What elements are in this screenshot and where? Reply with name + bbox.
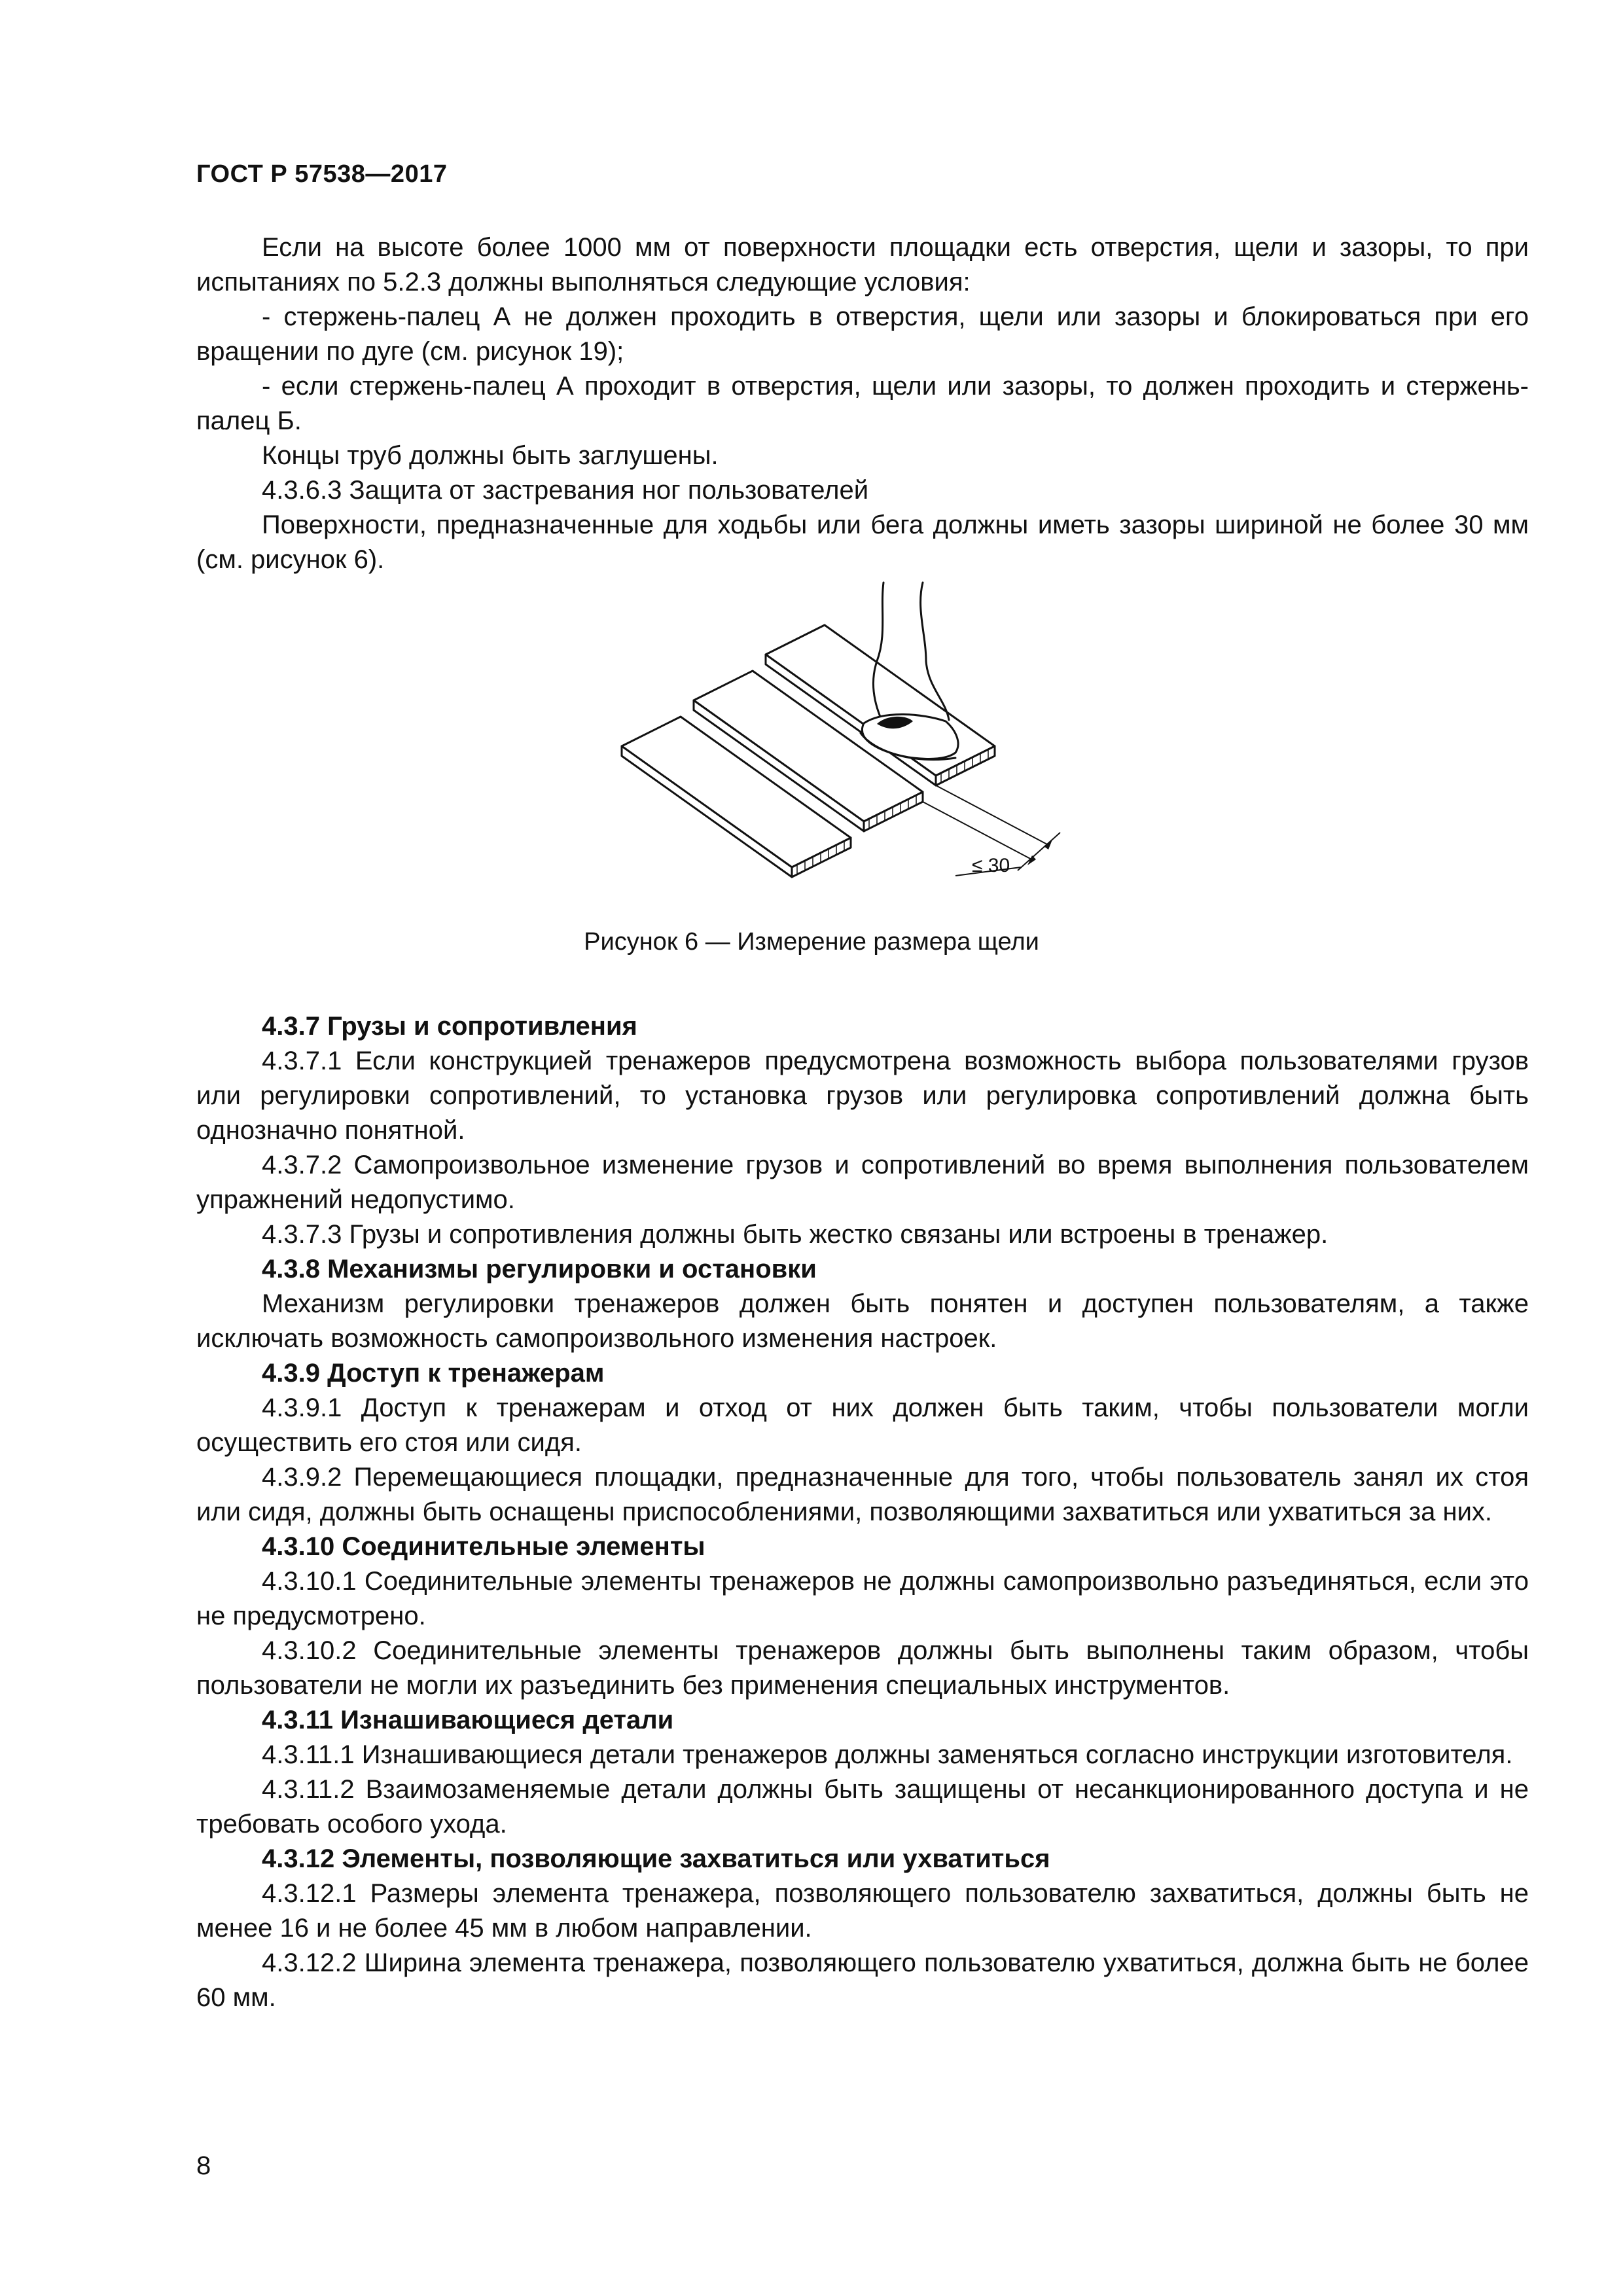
text-block-upper bbox=[196, 230, 1529, 577]
section-heading: 4.3.8 Механизмы регулировки и остановки bbox=[262, 1255, 817, 1283]
paragraph: - стержень-палец А не должен проходить в отверстия, щели или зазоры и блокироваться при его вращении по дуге (см. рисунок 19); bbox=[196, 302, 1529, 366]
section-heading: 4.3.12 Элементы, позволяющие захватиться или ухватиться bbox=[262, 1844, 1050, 1873]
leg-and-shoe bbox=[861, 583, 958, 760]
section-heading: 4.3.10 Соединительные элементы bbox=[262, 1532, 705, 1561]
section-heading: 4.3.11 Изнашивающиеся детали bbox=[262, 1706, 674, 1734]
paragraph: 4.3.7.2 Самопроизвольное изменение грузов и сопротивлений во время выполнения пользователем упражнений недопустимо. bbox=[196, 1151, 1529, 1214]
paragraph: 4.3.12.2 Ширина элемента тренажера, позволяющего пользователю ухватиться, должна быть не более 60 мм. bbox=[196, 1948, 1529, 2012]
page-number: 8 bbox=[196, 2151, 211, 2180]
paragraph: - если стержень-палец А проходит в отверстия, щели или зазоры, то должен проходить и стержень-палец Б. bbox=[196, 372, 1529, 435]
text-block-lower bbox=[196, 1009, 1529, 2015]
paragraph: 4.3.9.2 Перемещающиеся площадки, предназначенные для того, чтобы пользователь занял их стоя или сидя, должны быть оснащены приспособлениями, позволяющими захватиться или ухватиться за них. bbox=[196, 1463, 1529, 1526]
dimension-label: ≤ 30 bbox=[972, 855, 1010, 876]
paragraph: Механизм регулировки тренажеров должен быть понятен и доступен пользователям, а также исключать возможность самопроизвольного изменения настроек. bbox=[196, 1289, 1529, 1353]
figure-caption: Рисунок 6 — Измерение размера щели bbox=[584, 928, 1039, 956]
paragraph: 4.3.11.1 Изнашивающиеся детали тренажеров должны заменяться согласно инструкции изготовителя. bbox=[262, 1740, 1513, 1769]
paragraph: 4.3.10.2 Соединительные элементы тренажеров должны быть выполнены таким образом, чтобы пользователи не могли их разъединить без применения специальных инструментов. bbox=[196, 1636, 1529, 1700]
paragraph: 4.3.11.2 Взаимозаменяемые детали должны быть защищены от несанкционированного доступа и не требовать особого ухода. bbox=[196, 1775, 1529, 1839]
section-heading: 4.3.7 Грузы и сопротивления bbox=[262, 1012, 637, 1041]
paragraph: 4.3.9.1 Доступ к тренажерам и отход от них должен быть таким, чтобы пользователи могли осуществить его стоя или сидя. bbox=[196, 1393, 1529, 1457]
dimension-arrow-top bbox=[1044, 840, 1052, 850]
paragraph: Поверхности, предназначенные для ходьбы или бега должны иметь зазоры шириной не более 30 мм (см. рисунок 6). bbox=[196, 511, 1529, 574]
paragraph: 4.3.6.3 Защита от застревания ног пользователей bbox=[262, 476, 869, 505]
paragraph: 4.3.10.1 Соединительные элементы тренажеров не должны самопроизвольно разъединяться, если это не предусмотрено. bbox=[196, 1567, 1529, 1630]
figure-gap-measurement bbox=[615, 569, 1099, 910]
section-heading: 4.3.9 Доступ к тренажерам bbox=[262, 1359, 605, 1388]
document-code-header: ГОСТ Р 57538—2017 bbox=[196, 160, 448, 188]
figure-drawing bbox=[615, 569, 1099, 910]
paragraph: 4.3.12.1 Размеры элемента тренажера, позволяющего пользователю захватиться, должны быть не менее 16 и не более 45 мм в любом направлении. bbox=[196, 1879, 1529, 1943]
paragraph: 4.3.7.1 Если конструкцией тренажеров предусмотрена возможность выбора пользователями грузов или регулировки сопротивлений, то установка грузов или регулировка сопротивлений должна быть однозначно понятной. bbox=[196, 1047, 1529, 1145]
paragraph: 4.3.7.3 Грузы и сопротивления должны быть жестко связаны или встроены в тренажер. bbox=[262, 1220, 1329, 1249]
paragraph: Если на высоте более 1000 мм от поверхности площадки есть отверстия, щели и зазоры, то при испытаниях по 5.2.3 должны выполняться следующие условия: bbox=[196, 233, 1529, 296]
paragraph: Концы труб должны быть заглушены. bbox=[262, 441, 719, 470]
